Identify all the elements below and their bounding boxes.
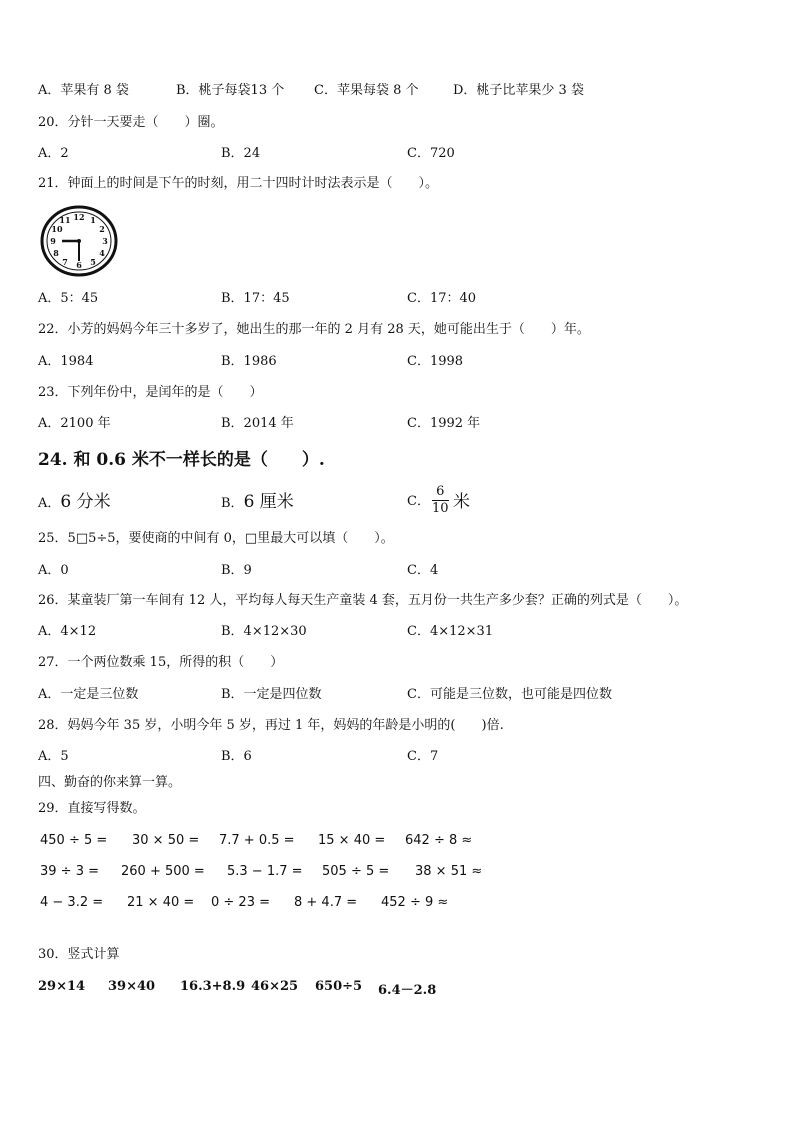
q24-option-a-text: 6 分米 — [60, 492, 111, 512]
q22-stem: 22．小芳的妈妈今年三十多岁了，她出生的那一年的 2 月有 28 天，她可能出生于（ ）年。 — [38, 322, 590, 337]
q30-item-2: 39×40 — [108, 979, 156, 994]
q23-option-b[interactable]: B．2014 年 — [221, 416, 294, 431]
q23-option-c[interactable]: C．1992 年 — [407, 416, 481, 431]
q26-option-c[interactable]: C．4×12×31 — [407, 624, 494, 639]
q24-option-c-label[interactable]: C． — [407, 494, 430, 509]
q30-stem: 30．竖式计算 — [38, 947, 120, 962]
q24-option-b-label: B． — [221, 496, 244, 511]
fraction-denominator: 10 — [432, 501, 449, 516]
q25-option-b[interactable]: B．9 — [221, 563, 252, 578]
fraction-numerator: 6 — [432, 484, 449, 501]
q19-option-a[interactable]: A．苹果有 8 袋 — [38, 83, 129, 98]
q26-stem: 26．某童装厂第一车间有 12 人，平均每人每天生产童装 4 套，五月份一共生产多少套？正确的列式是（ ）。 — [38, 593, 688, 608]
q24-option-c-fraction — [432, 484, 449, 517]
q29-item-r2c1: 39 ÷ 3 = — [40, 864, 99, 879]
section-4-heading: 四、勤奋的你来算一算。 — [38, 775, 182, 790]
clock-number-5: 5 — [90, 257, 96, 267]
q19-option-d[interactable]: D．桃子比苹果少 3 袋 — [453, 83, 584, 98]
q24-stem: 24. 和 0.6 米不一样长的是（ ）. — [38, 450, 325, 470]
q22-option-b[interactable]: B．1986 — [221, 354, 277, 369]
q23-stem: 23．下列年份中，是闰年的是（ ） — [38, 385, 263, 400]
q30-item-6: 6.4－2.8 — [378, 983, 437, 998]
q27-option-a[interactable]: A．一定是三位数 — [38, 687, 139, 702]
q29-item-r3c4: 8 + 4.7 = — [294, 895, 358, 910]
clock-number-3: 3 — [102, 236, 108, 246]
clock-number-9: 9 — [50, 236, 56, 246]
q25-option-c[interactable]: C．4 — [407, 563, 439, 578]
clock-number-1: 1 — [90, 215, 96, 225]
q21-stem: 21．钟面上的时间是下午的时刻，用二十四时计时法表示是（ ）。 — [38, 176, 439, 191]
q21-option-b[interactable]: B．17：45 — [221, 291, 290, 306]
clock-number-11: 11 — [59, 215, 71, 225]
clock-image — [40, 205, 118, 277]
q20-stem: 20．分针一天要走（ ）圈。 — [38, 115, 224, 130]
q29-item-r3c1: 4 − 3.2 = — [40, 895, 104, 910]
q28-option-b[interactable]: B．6 — [221, 749, 252, 764]
q22-option-c[interactable]: C．1998 — [407, 354, 464, 369]
q29-item-r2c4: 505 ÷ 5 = — [322, 864, 390, 879]
q23-option-a[interactable]: A．2100 年 — [38, 416, 111, 431]
clock-number-8: 8 — [53, 248, 59, 258]
q26-option-b[interactable]: B．4×12×30 — [221, 624, 307, 639]
q20-option-c[interactable]: C．720 — [407, 146, 455, 161]
q29-item-r3c2: 21 × 40 = — [127, 895, 195, 910]
clock-number-7: 7 — [62, 257, 68, 267]
q29-item-r3c3: 0 ÷ 23 = — [211, 895, 270, 910]
q28-option-a[interactable]: A．5 — [38, 749, 69, 764]
q28-stem: 28．妈妈今年 35 岁，小明今年 5 岁，再过 1 年，妈妈的年龄是小明的( )倍. — [38, 718, 504, 733]
q24-option-b-text: 6 厘米 — [243, 492, 294, 512]
q26-option-a[interactable]: A．4×12 — [38, 624, 97, 639]
q29-item-r3c5: 452 ÷ 9 ≈ — [381, 895, 449, 910]
q25-stem: 25．5□5÷5，要使商的中间有 0，□里最大可以填（ ）。 — [38, 531, 394, 546]
q30-item-5: 650÷5 — [315, 979, 363, 994]
q29-item-r2c3: 5.3 − 1.7 = — [227, 864, 303, 879]
q25-option-a[interactable]: A．0 — [38, 563, 69, 578]
clock-number-12: 12 — [73, 212, 85, 222]
q21-option-a[interactable]: A．5：45 — [38, 291, 99, 306]
q19-option-b[interactable]: B．桃子每袋13 个 — [176, 83, 285, 98]
q27-stem: 27．一个两位数乘 15，所得的积（ ） — [38, 655, 284, 670]
q29-item-r1c5: 642 ÷ 8 ≈ — [405, 833, 473, 848]
q29-item-r1c1: 450 ÷ 5 = — [40, 833, 108, 848]
clock-number-2: 2 — [99, 224, 105, 234]
q29-stem: 29．直接写得数。 — [38, 801, 146, 816]
q29-item-r1c3: 7.7 + 0.5 = — [219, 833, 295, 848]
q28-option-c[interactable]: C．7 — [407, 749, 439, 764]
q29-item-r2c5: 38 × 51 ≈ — [415, 864, 483, 879]
q24-option-a[interactable] — [38, 492, 111, 514]
clock-number-10: 10 — [51, 224, 63, 234]
q29-item-r1c2: 30 × 50 = — [132, 833, 200, 848]
q24-option-c-unit: 米 — [453, 492, 470, 512]
q29-item-r2c2: 260 + 500 = — [121, 864, 205, 879]
q30-item-4: 46×25 — [251, 979, 299, 994]
q27-option-c[interactable]: C．可能是三位数，也可能是四位数 — [407, 687, 612, 702]
q29-item-r1c4: 15 × 40 = — [318, 833, 386, 848]
clock-number-4: 4 — [99, 248, 105, 258]
q27-option-b[interactable]: B．一定是四位数 — [221, 687, 322, 702]
q22-option-a[interactable]: A．1984 — [38, 354, 94, 369]
q30-item-3: 16.3+8.9 — [180, 979, 246, 994]
q24-option-a-label: A． — [38, 496, 61, 511]
q24-option-b[interactable] — [221, 492, 294, 514]
q21-option-c[interactable]: C．17：40 — [407, 291, 477, 306]
q19-option-c[interactable]: C．苹果每袋 8 个 — [314, 83, 419, 98]
clock-number-6: 6 — [76, 260, 82, 270]
q20-option-b[interactable]: B．24 — [221, 146, 261, 161]
q30-item-1: 29×14 — [38, 979, 86, 994]
q20-option-a[interactable]: A．2 — [38, 146, 69, 161]
